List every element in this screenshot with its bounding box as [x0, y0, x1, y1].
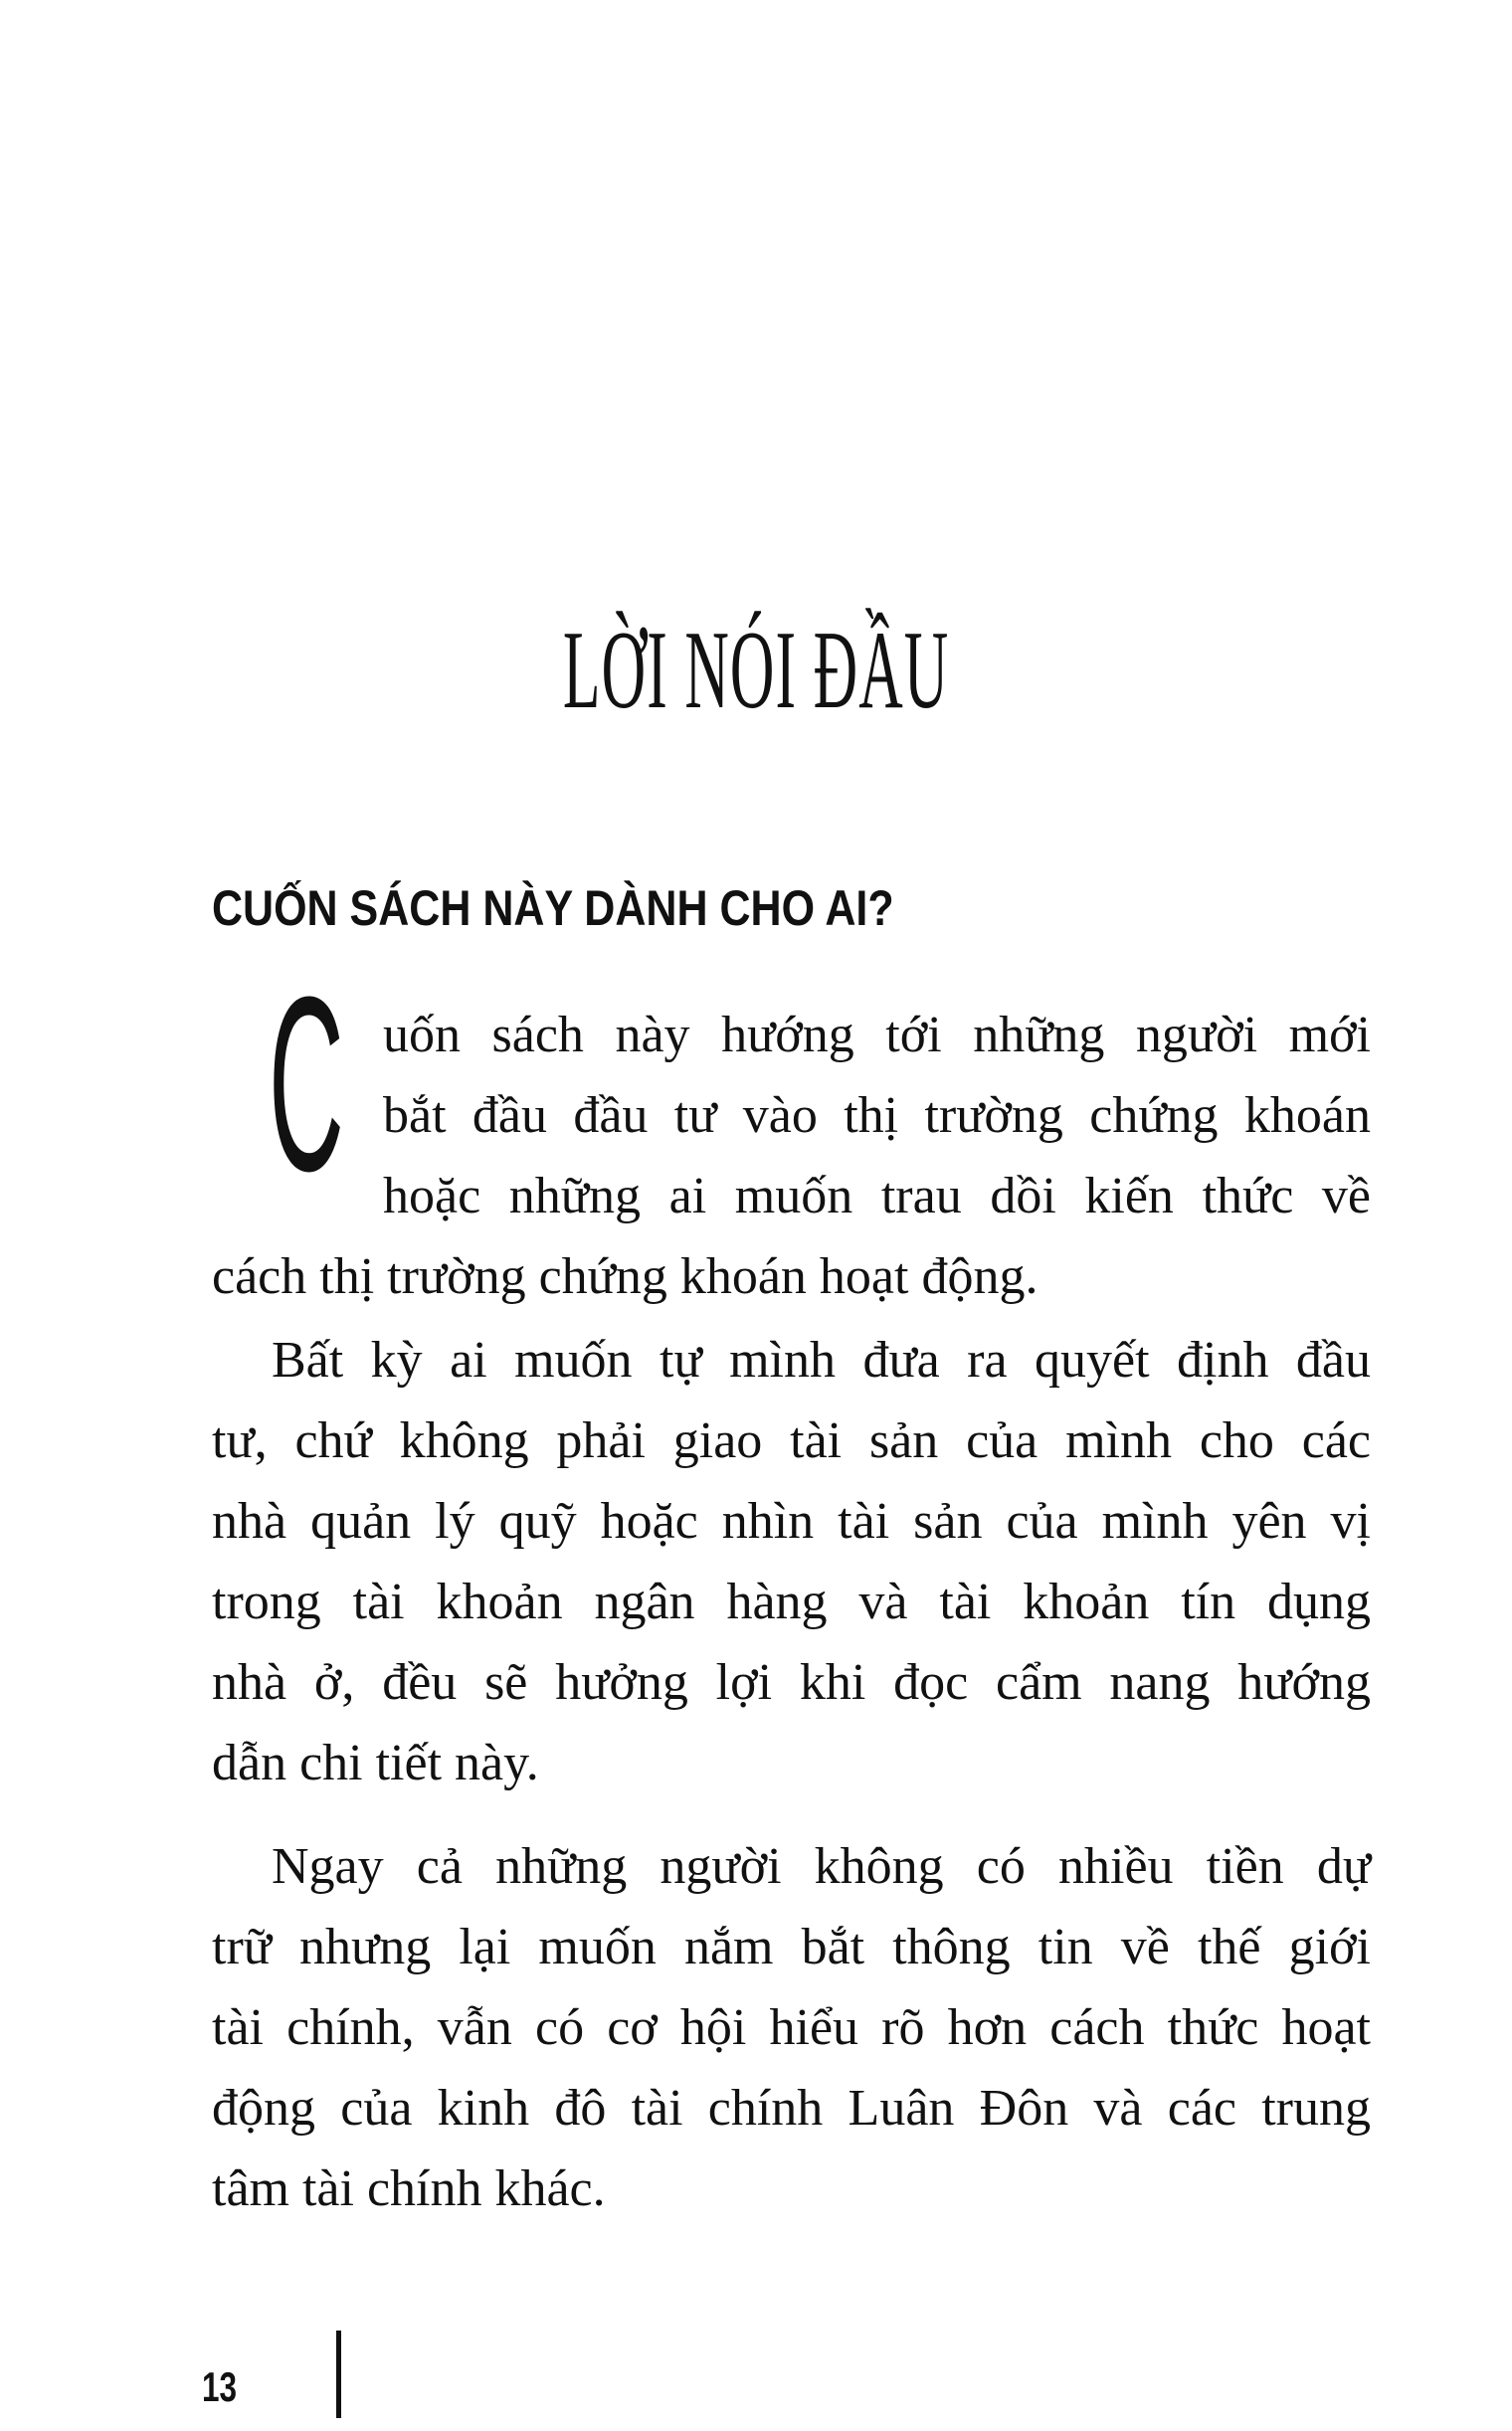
- paragraph-2: [212, 1320, 1371, 1803]
- drop-cap: C: [269, 945, 344, 1222]
- paragraph-1: [212, 995, 1371, 1317]
- text-line: trữ nhưng lại muốn nắm bắt thông tin về thế giới: [212, 1919, 1371, 1975]
- paragraph-3: [212, 1826, 1371, 2229]
- text-line: bắt đầu đầu tư vào thị trường chứng khoán: [383, 1087, 1371, 1144]
- text-line: tâm tài chính khác.: [212, 2160, 606, 2217]
- section-heading: CUỐN SÁCH NÀY DÀNH CHO AI?: [212, 880, 894, 936]
- title-text: LỜI NÓI ĐẦU: [562, 609, 950, 732]
- text-line: tư, chứ không phải giao tài sản của mình cho các: [212, 1412, 1371, 1469]
- page-number: 13: [202, 2363, 238, 2410]
- text-line: trong tài khoản ngân hàng và tài khoản tín dụng: [212, 1574, 1371, 1630]
- footer-divider: [336, 2331, 341, 2418]
- text-line: dẫn chi tiết này.: [212, 1735, 539, 1791]
- text-line: Bất kỳ ai muốn tự mình đưa ra quyết định đầu: [272, 1332, 1371, 1389]
- page-title: [0, 607, 1512, 735]
- text-line: nhà ở, đều sẽ hưởng lợi khi đọc cẩm nang hướng: [212, 1654, 1371, 1711]
- text-line: động của kinh đô tài chính Luân Đôn và các trung: [212, 2080, 1371, 2137]
- text-line: cách thị trường chứng khoán hoạt động.: [212, 1248, 1039, 1305]
- text-line: Ngay cả những người không có nhiều tiền dự: [272, 1838, 1371, 1895]
- text-line: tài chính, vẫn có cơ hội hiểu rõ hơn cách thức hoạt: [212, 1999, 1371, 2056]
- text-line: nhà quản lý quỹ hoặc nhìn tài sản của mình yên vị: [212, 1493, 1371, 1550]
- text-line: hoặc những ai muốn trau dồi kiến thức về: [383, 1168, 1371, 1224]
- text-line: uốn sách này hướng tới những người mới: [383, 1007, 1371, 1063]
